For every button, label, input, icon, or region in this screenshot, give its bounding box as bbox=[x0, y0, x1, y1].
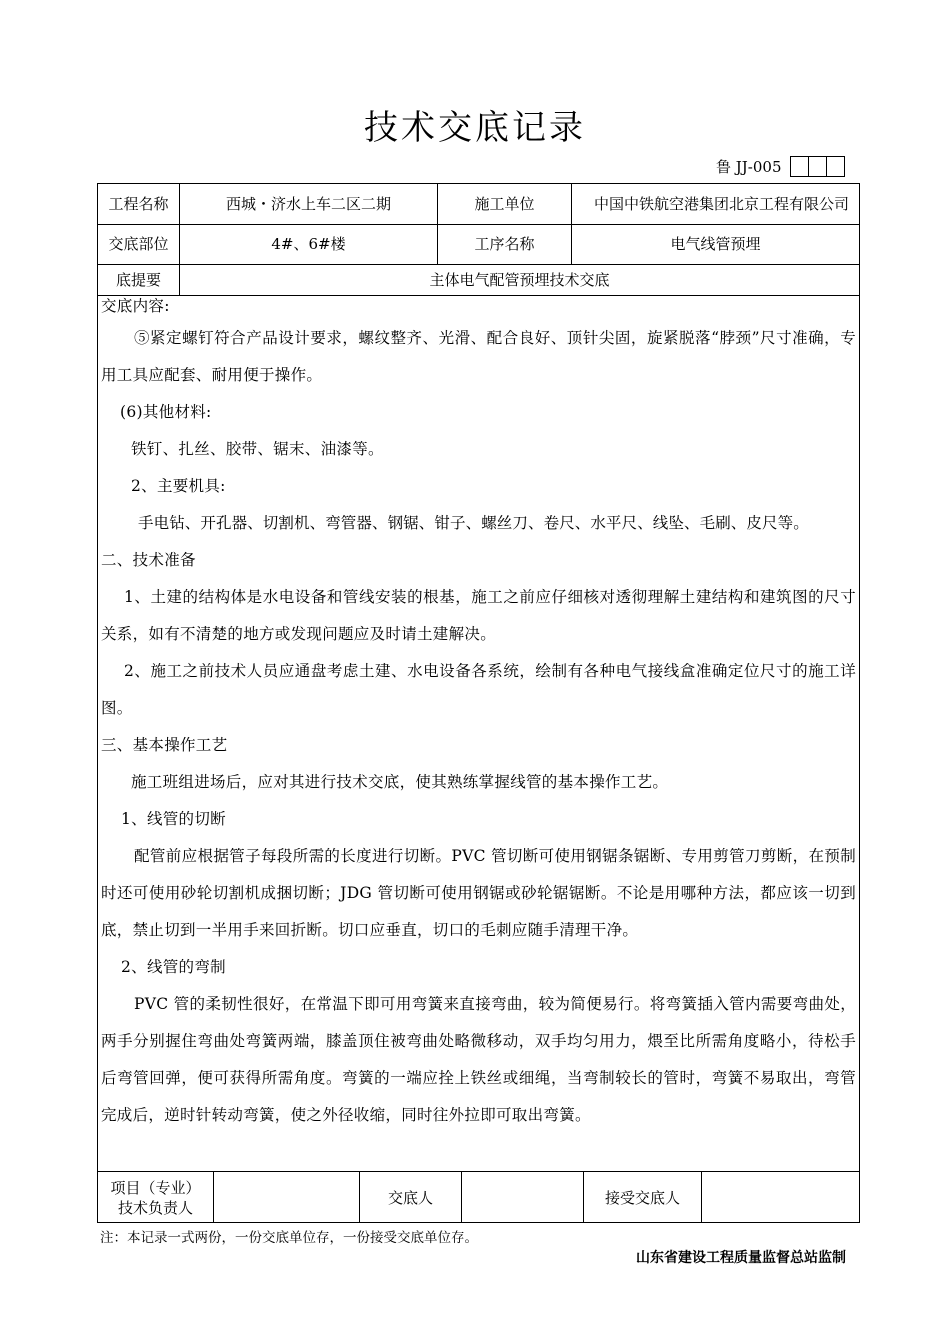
receiver-signature[interactable] bbox=[702, 1172, 859, 1223]
content-paragraph: ⑤紧定螺钉符合产品设计要求，螺纹整齐、光滑、配合良好、顶针尖固，旋紧脱落“脖颈”尺寸准确，专用工具应配套、耐用便于操作。 bbox=[101, 329, 856, 384]
disclosure-content bbox=[98, 296, 859, 1171]
content-paragraph: 施工班组进场后，应对其进行技术交底，使其熟练掌握线管的基本操作工艺。 bbox=[131, 773, 669, 791]
content-paragraph: 1、土建的结构体是水电设备和管线安装的根基，施工之前应仔细核对透彻理解土建结构和建筑图的尺寸关系，如有不清楚的地方或发现问题应及时请土建解决。 bbox=[101, 588, 856, 643]
tech-leader-label bbox=[98, 1172, 214, 1223]
code-box bbox=[808, 157, 826, 176]
footnote: 注：本记录一式两份，一份交底单位存，一份接受交底单位存。 bbox=[100, 1230, 478, 1246]
content-paragraph: 2、主要机具: bbox=[131, 477, 226, 495]
receiver-label: 接受交底人 bbox=[584, 1172, 702, 1223]
location-label: 交底部位 bbox=[98, 224, 180, 264]
content-heading: 交底内容: bbox=[101, 297, 170, 315]
summary-label: 底提要 bbox=[98, 264, 180, 295]
content-subheading: 1、线管的切断 bbox=[121, 810, 226, 828]
content-paragraph: 手电钻、开孔器、切割机、弯管器、钢锯、钳子、螺丝刀、卷尺、水平尺、线坠、毛刷、皮尺等。 bbox=[138, 514, 809, 532]
record-table bbox=[97, 183, 860, 1223]
form-code: 鲁 JJ-005 bbox=[716, 158, 782, 176]
content-section-heading: 二、技术准备 bbox=[101, 551, 196, 569]
row-summary bbox=[98, 264, 859, 296]
form-code-area bbox=[716, 156, 845, 177]
location-value: 4#、6#楼 bbox=[180, 224, 438, 264]
content-paragraph: 配管前应根据管子每段所需的长度进行切断。PVC 管切断可使用钢锯条锯断、专用剪管刀剪断，在预制时还可使用砂轮切割机成捆切断；JDG 管切断可使用钢锯或砂轮锯锯断。不论是用哪种方法，都应该一切到底，禁止切到一半用手来回折断。切口应垂直，切口的毛刺应随手清理干净。 bbox=[101, 847, 856, 939]
content-section-heading: 三、基本操作工艺 bbox=[101, 736, 228, 754]
contractor-label: 施工单位 bbox=[438, 184, 572, 224]
summary-value: 主体电气配管预埋技术交底 bbox=[429, 270, 610, 289]
project-name-value: 西城・济水上车二区二期 bbox=[180, 184, 438, 224]
contractor-value: 中国中铁航空港集团北京工程有限公司 bbox=[594, 195, 850, 213]
tech-leader-label-line2: 技术负责人 bbox=[117, 1198, 193, 1217]
process-value: 电气线管预埋 bbox=[670, 235, 761, 253]
discloser-signature[interactable] bbox=[462, 1172, 584, 1223]
project-name-label: 工程名称 bbox=[98, 184, 180, 224]
tech-leader-label-line1: 项目（专业） bbox=[110, 1178, 201, 1197]
content-paragraph: 2、施工之前技术人员应通盘考虑土建、水电设备各系统，绘制有各种电气接线盒准确定位尺寸的施工详图。 bbox=[101, 662, 856, 717]
code-box bbox=[826, 157, 844, 176]
issuer-footer: 山东省建设工程质量监督总站监制 bbox=[636, 1250, 846, 1266]
discloser-label: 交底人 bbox=[360, 1172, 462, 1223]
content-paragraph: (6)其他材料: bbox=[120, 403, 212, 421]
code-box bbox=[791, 157, 808, 176]
content-paragraph: 铁钉、扎丝、胶带、锯末、油漆等。 bbox=[131, 440, 384, 458]
row-project bbox=[98, 184, 859, 225]
content-paragraph: PVC 管的柔韧性很好，在常温下即可用弯簧来直接弯曲，较为简便易行。将弯簧插入管内需要弯曲处，两手分别握住弯曲处弯簧两端，膝盖顶住被弯曲处略微移动，双手均匀用力，煨至比所需角度略小，待松手后弯管回弹，便可获得所需角度。弯簧的一端应拴上铁丝或细绳，当弯制较长的管时，弯簧不易取出，弯管完成后，逆时针转动弯簧，使之外径收缩，同时往外拉即可取出弯簧。 bbox=[101, 995, 856, 1124]
form-code-boxes bbox=[790, 156, 845, 177]
content-subheading: 2、线管的弯制 bbox=[121, 958, 226, 976]
process-label: 工序名称 bbox=[438, 224, 572, 264]
signature-row bbox=[98, 1171, 859, 1223]
row-location bbox=[98, 224, 859, 265]
tech-leader-signature[interactable] bbox=[214, 1172, 360, 1223]
page-title: 技术交底记录 bbox=[364, 108, 586, 148]
